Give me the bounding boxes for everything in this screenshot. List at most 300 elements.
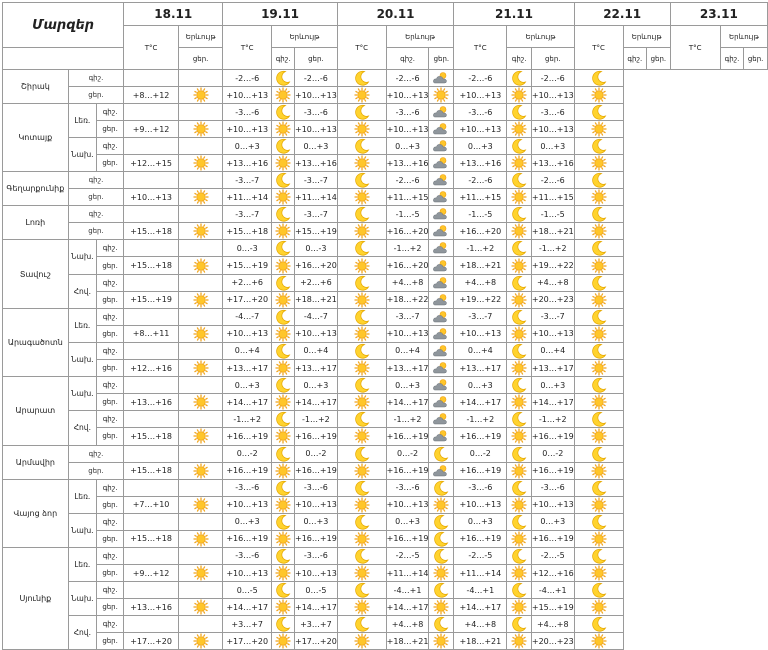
temp-cell: +13…+16 [223, 155, 272, 172]
sun-icon [507, 565, 531, 581]
time-of-day-label: գիշ. [96, 104, 123, 121]
temp-cell: +13…+17 [223, 360, 272, 377]
day-phenomena-cell [507, 360, 532, 377]
temp-cell: +9…+12 [124, 121, 179, 138]
temp-cell: +14…+17 [386, 599, 429, 616]
sun-icon [338, 258, 386, 274]
moon-icon [507, 343, 531, 359]
temp-cell: 0…-2 [386, 445, 429, 462]
temp-cell: +14…+17 [454, 394, 507, 411]
phenomena-cell [178, 616, 222, 633]
day-phenomena-cell [507, 291, 532, 308]
day-phenomena-cell [574, 496, 623, 513]
night-phenomena-cell [574, 172, 623, 189]
sun-icon [575, 531, 623, 547]
night-phenomena-cell [272, 206, 295, 223]
day-phenomena-cell [507, 189, 532, 206]
temp-cell: -4…+1 [454, 582, 507, 599]
moon-icon [272, 582, 294, 598]
night-phenomena-cell [507, 411, 532, 428]
day-phenomena-cell [429, 462, 454, 479]
time-of-day-label: գիշ. [68, 70, 124, 87]
date-header: 23.11 [670, 3, 767, 26]
phenomena-col-header: Երևույթ [720, 26, 767, 48]
temp-cell: -3…-7 [295, 206, 338, 223]
sun-icon [575, 292, 623, 308]
night-phenomena-cell [272, 479, 295, 496]
night-phenomena-cell [429, 274, 454, 291]
sun-behind-cloud-icon [429, 309, 453, 325]
day-phenomena-cell [507, 121, 532, 138]
temp-col-header: T°C [223, 26, 272, 70]
temp-cell: -3…-6 [223, 479, 272, 496]
sun-behind-cloud-icon [429, 240, 453, 256]
moon-icon [272, 446, 294, 462]
moon-icon [338, 616, 386, 632]
sun-icon [507, 292, 531, 308]
temp-cell: -2…-6 [454, 70, 507, 87]
area-label: Հով. [69, 616, 97, 649]
temp-cell: 0…+3 [295, 377, 338, 394]
day-phenomena-cell [272, 189, 295, 206]
temp-cell: -2…-6 [386, 172, 429, 189]
temp-cell: -2…-6 [295, 70, 338, 87]
area-label: Նախ. [69, 343, 97, 376]
day-phenomena-cell [429, 121, 454, 138]
moon-icon [575, 548, 623, 564]
day-phenomena-cell [337, 121, 386, 138]
date-header: 18.11 [124, 3, 223, 26]
sun-icon [507, 360, 531, 376]
sun-icon [272, 87, 294, 103]
temp-cell: 0…-5 [295, 582, 338, 599]
phenomena-cell [178, 87, 222, 104]
moon-icon [507, 138, 531, 154]
temp-cell: +10…+13 [386, 121, 429, 138]
day-phenomena-cell [272, 360, 295, 377]
day-phenomena-cell [272, 325, 295, 342]
phenomena-cell [178, 325, 222, 342]
time-of-day-label: գիշ. [68, 445, 124, 462]
temp-cell: +12…+15 [124, 155, 179, 172]
temp-cell: +10…+13 [223, 564, 272, 581]
night-phenomena-cell [429, 342, 454, 359]
temp-cell [124, 240, 179, 257]
moon-icon [575, 309, 623, 325]
sun-icon [179, 633, 222, 649]
table-row [3, 377, 768, 394]
moon-icon [272, 240, 294, 256]
temp-cell: +16…+20 [386, 223, 429, 240]
sun-icon [507, 326, 531, 342]
night-phenomena-cell [337, 513, 386, 530]
sun-icon [507, 155, 531, 171]
area-cell [68, 308, 124, 342]
sun-behind-cloud-icon [429, 155, 453, 171]
temp-cell: +18…+21 [295, 291, 338, 308]
sun-icon [272, 531, 294, 547]
temp-cell: -1…+2 [223, 411, 272, 428]
table-row [3, 104, 768, 121]
night-phenomena-cell [337, 616, 386, 633]
temp-cell: -4…-7 [223, 308, 272, 325]
time-of-day-label: գիշ. [96, 548, 123, 565]
time-of-day-label: գիշ. [96, 309, 123, 326]
day-phenomena-cell [337, 633, 386, 650]
temp-cell: -2…-5 [531, 547, 574, 564]
phenomena-cell [178, 121, 222, 138]
time-of-day-label: ցեր. [68, 87, 124, 104]
temp-cell: +11…+15 [531, 189, 574, 206]
night-phenomena-cell [507, 274, 532, 291]
time-of-day-label: ցեր. [102, 534, 118, 543]
day-phenomena-cell [337, 325, 386, 342]
day-phenomena-cell [574, 428, 623, 445]
area-label: Լեռ. [69, 548, 97, 581]
area-label: Հով. [69, 411, 97, 444]
temp-cell: +11…+15 [386, 189, 429, 206]
phenomena-cell [178, 342, 222, 359]
region-name: Կոտայք [3, 104, 69, 172]
sun-behind-cloud-icon [429, 189, 453, 205]
day-phenomena-cell [272, 223, 295, 240]
day-phenomena-cell [574, 121, 623, 138]
night-phenomena-cell [574, 104, 623, 121]
sun-icon [179, 326, 222, 342]
temp-cell: -3…-7 [223, 172, 272, 189]
temp-cell: +11…+14 [386, 564, 429, 581]
temp-cell: +12…+16 [124, 360, 179, 377]
phenomena-cell [178, 70, 222, 87]
temp-cell: +13…+17 [454, 360, 507, 377]
area-cell [68, 274, 124, 308]
table-row [3, 70, 768, 87]
phenomena-cell [178, 291, 222, 308]
temp-cell: 0…+3 [295, 513, 338, 530]
temp-cell: +18…+21 [531, 223, 574, 240]
temp-cell: 0…+3 [386, 377, 429, 394]
temp-cell: +18…+22 [386, 291, 429, 308]
moon-icon [507, 377, 531, 393]
day-phenomena-cell [429, 291, 454, 308]
day-phenomena-cell [337, 87, 386, 104]
temp-cell: -3…-6 [223, 104, 272, 121]
phenomena-cell [178, 599, 222, 616]
day-phenomena-cell [272, 394, 295, 411]
temp-cell: +15…+18 [124, 223, 179, 240]
day-col-header: ցեր. [531, 48, 574, 70]
area-subtable [69, 275, 124, 308]
sun-icon [272, 360, 294, 376]
sun-behind-cloud-icon [429, 275, 453, 291]
table-row [3, 274, 768, 291]
moon-icon [429, 446, 453, 462]
sun-icon [507, 599, 531, 615]
temp-cell: +15…+18 [124, 428, 179, 445]
temp-cell: +10…+13 [223, 496, 272, 513]
moon-icon [575, 411, 623, 427]
night-phenomena-cell [429, 616, 454, 633]
regions-header-pad [3, 48, 124, 70]
moon-icon [575, 446, 623, 462]
day-phenomena-cell [429, 633, 454, 650]
day-phenomena-cell [574, 325, 623, 342]
phenomena-cell [178, 206, 222, 223]
night-phenomena-cell [337, 138, 386, 155]
area-cell [68, 513, 124, 547]
moon-icon [338, 446, 386, 462]
region-name: Գեղարքունիք [3, 172, 69, 206]
temp-cell: +4…+8 [386, 274, 429, 291]
night-phenomena-cell [337, 479, 386, 496]
area-label: Նախ. [69, 377, 97, 410]
area-cell [68, 411, 124, 445]
temp-cell: +4…+8 [531, 274, 574, 291]
day-phenomena-cell [507, 530, 532, 547]
temp-cell: +16…+19 [223, 462, 272, 479]
region-name: Արագածոտն [3, 308, 69, 376]
temp-cell: +16…+19 [454, 462, 507, 479]
night-phenomena-cell [507, 377, 532, 394]
area-label: Հով. [69, 275, 97, 308]
date-header: 21.11 [454, 3, 574, 26]
temp-cell: +16…+19 [386, 530, 429, 547]
night-phenomena-cell [507, 104, 532, 121]
temp-cell: +14…+17 [223, 599, 272, 616]
table-row [3, 206, 768, 223]
night-phenomena-cell [429, 513, 454, 530]
temp-cell: -2…-6 [223, 70, 272, 87]
temp-cell: 0…+3 [454, 138, 507, 155]
sun-icon [575, 258, 623, 274]
temp-cell: 0…+3 [454, 377, 507, 394]
moon-icon [338, 70, 386, 86]
moon-icon [575, 343, 623, 359]
temp-cell: +15…+18 [223, 223, 272, 240]
moon-icon [338, 275, 386, 291]
temp-cell: +11…+15 [454, 189, 507, 206]
temp-cell: +10…+13 [295, 564, 338, 581]
temp-cell: +15…+18 [124, 462, 179, 479]
temp-cell: +18…+21 [386, 633, 429, 650]
day-phenomena-cell [272, 257, 295, 274]
sun-icon [507, 428, 531, 444]
sun-icon [179, 394, 222, 410]
day-phenomena-cell [507, 633, 532, 650]
sun-behind-cloud-icon [429, 70, 453, 86]
sun-behind-cloud-icon [429, 394, 453, 410]
sun-icon [575, 497, 623, 513]
moon-icon [507, 309, 531, 325]
temp-cell: -3…-7 [295, 172, 338, 189]
temp-cell: +16…+19 [531, 462, 574, 479]
sun-icon [338, 121, 386, 137]
temp-cell: +16…+19 [295, 462, 338, 479]
temp-cell: +2…+6 [223, 274, 272, 291]
sun-icon [272, 121, 294, 137]
phenomena-cell [178, 104, 222, 121]
moon-icon [272, 514, 294, 530]
temp-cell [124, 582, 179, 599]
area-cell [68, 342, 124, 376]
region-name: Լոռի [3, 206, 69, 240]
time-of-day-label: ցեր. [102, 637, 118, 646]
temp-cell: +10…+13 [386, 496, 429, 513]
day-phenomena-cell [272, 291, 295, 308]
night-phenomena-cell [507, 445, 532, 462]
moon-icon [507, 446, 531, 462]
temp-cell: +10…+13 [295, 87, 338, 104]
moon-icon [507, 616, 531, 632]
moon-icon [575, 480, 623, 496]
phenomena-cell [178, 138, 222, 155]
time-of-day-label: գիշ. [96, 377, 123, 394]
temp-cell: -2…-5 [454, 547, 507, 564]
phenomena-cell [178, 582, 222, 599]
temp-cell [124, 104, 179, 121]
sun-icon [338, 497, 386, 513]
time-of-day-label: գիշ. [96, 582, 123, 599]
night-phenomena-cell [429, 377, 454, 394]
moon-icon [338, 206, 386, 222]
time-of-day-label: ցեր. [102, 398, 118, 407]
night-phenomena-cell [574, 479, 623, 496]
moon-icon [429, 514, 453, 530]
temp-cell: +11…+14 [295, 189, 338, 206]
temp-cell: +10…+13 [454, 325, 507, 342]
night-phenomena-cell [272, 70, 295, 87]
moon-icon [507, 582, 531, 598]
moon-icon [272, 309, 294, 325]
area-subtable [69, 377, 124, 410]
day-phenomena-cell [337, 223, 386, 240]
table-row [3, 582, 768, 599]
temp-cell: +3…+7 [223, 616, 272, 633]
temp-cell: -3…-7 [223, 206, 272, 223]
sun-icon [575, 360, 623, 376]
table-row [3, 87, 768, 104]
moon-icon [429, 531, 453, 547]
moon-icon [507, 548, 531, 564]
moon-icon [338, 548, 386, 564]
night-phenomena-cell [272, 582, 295, 599]
time-of-day-label: գիշ. [96, 275, 123, 292]
temp-cell: +10…+13 [531, 496, 574, 513]
night-phenomena-cell [337, 274, 386, 291]
time-of-day-label: գիշ. [96, 616, 123, 633]
day-phenomena-cell [337, 564, 386, 581]
moon-icon [272, 70, 294, 86]
day-phenomena-cell [272, 564, 295, 581]
phenomena-cell [178, 189, 222, 206]
time-of-day-label: գիշ. [68, 206, 124, 223]
night-phenomena-cell [429, 240, 454, 257]
area-label: Լեռ. [69, 309, 97, 342]
day-phenomena-cell [507, 325, 532, 342]
sun-icon [338, 292, 386, 308]
sun-icon [179, 360, 222, 376]
time-of-day-label: ցեր. [68, 462, 124, 479]
sun-behind-cloud-icon [429, 326, 453, 342]
temp-cell [124, 377, 179, 394]
day-phenomena-cell [429, 428, 454, 445]
area-label: Նախ. [69, 514, 97, 547]
night-phenomena-cell [337, 172, 386, 189]
day-phenomena-cell [574, 462, 623, 479]
temp-cell [124, 411, 179, 428]
moon-icon [575, 206, 623, 222]
sun-icon [507, 497, 531, 513]
day-phenomena-cell [337, 291, 386, 308]
phenomena-cell [178, 257, 222, 274]
day-phenomena-cell [574, 189, 623, 206]
region-name: Արմավիր [3, 445, 69, 479]
temp-cell: +10…+13 [454, 87, 507, 104]
time-of-day-label: գիշ. [96, 343, 123, 360]
night-phenomena-cell [272, 547, 295, 564]
day-phenomena-cell [574, 599, 623, 616]
sun-icon [338, 599, 386, 615]
moon-icon [272, 411, 294, 427]
temp-cell: -1…+2 [454, 411, 507, 428]
sun-icon [179, 121, 222, 137]
temp-cell: +14…+17 [386, 394, 429, 411]
time-of-day-label: ցեր. [68, 189, 124, 206]
temp-cell: +20…+23 [531, 291, 574, 308]
temp-cell: +16…+19 [295, 428, 338, 445]
region-name: Արարատ [3, 377, 69, 445]
table-row [3, 547, 768, 564]
phenomena-cell [178, 530, 222, 547]
temp-cell: -3…-6 [454, 104, 507, 121]
area-label: Լեռ. [69, 480, 97, 513]
moon-icon [272, 480, 294, 496]
temp-cell: -1…+2 [386, 240, 429, 257]
temp-cell: +16…+19 [295, 530, 338, 547]
phenomena-cell [178, 308, 222, 325]
area-subtable [69, 240, 124, 273]
time-of-day-label: գիշ. [96, 480, 123, 497]
sun-icon [272, 565, 294, 581]
day-phenomena-cell [337, 360, 386, 377]
night-phenomena-cell [574, 547, 623, 564]
temp-cell: +13…+17 [295, 360, 338, 377]
sun-icon [179, 531, 222, 547]
day-phenomena-cell [337, 189, 386, 206]
night-phenomena-cell [574, 70, 623, 87]
night-phenomena-cell [272, 513, 295, 530]
night-phenomena-cell [337, 308, 386, 325]
temp-cell: +19…+22 [531, 257, 574, 274]
region-name: Վայոց ձոր [3, 479, 69, 547]
time-of-day-label: գիշ. [68, 172, 124, 189]
moon-icon [272, 138, 294, 154]
phenomena-cell [178, 240, 222, 257]
moon-icon [272, 343, 294, 359]
temp-cell: -3…-7 [531, 308, 574, 325]
night-phenomena-cell [429, 308, 454, 325]
temp-cell: +16…+19 [386, 428, 429, 445]
day-phenomena-cell [507, 496, 532, 513]
temp-cell: 0…-3 [295, 240, 338, 257]
day-phenomena-cell [574, 223, 623, 240]
time-of-day-label: գիշ. [96, 514, 123, 531]
sun-icon [507, 87, 531, 103]
night-col-header: գիշ. [720, 48, 744, 70]
temp-cell [124, 308, 179, 325]
night-phenomena-cell [574, 274, 623, 291]
moon-icon [507, 411, 531, 427]
